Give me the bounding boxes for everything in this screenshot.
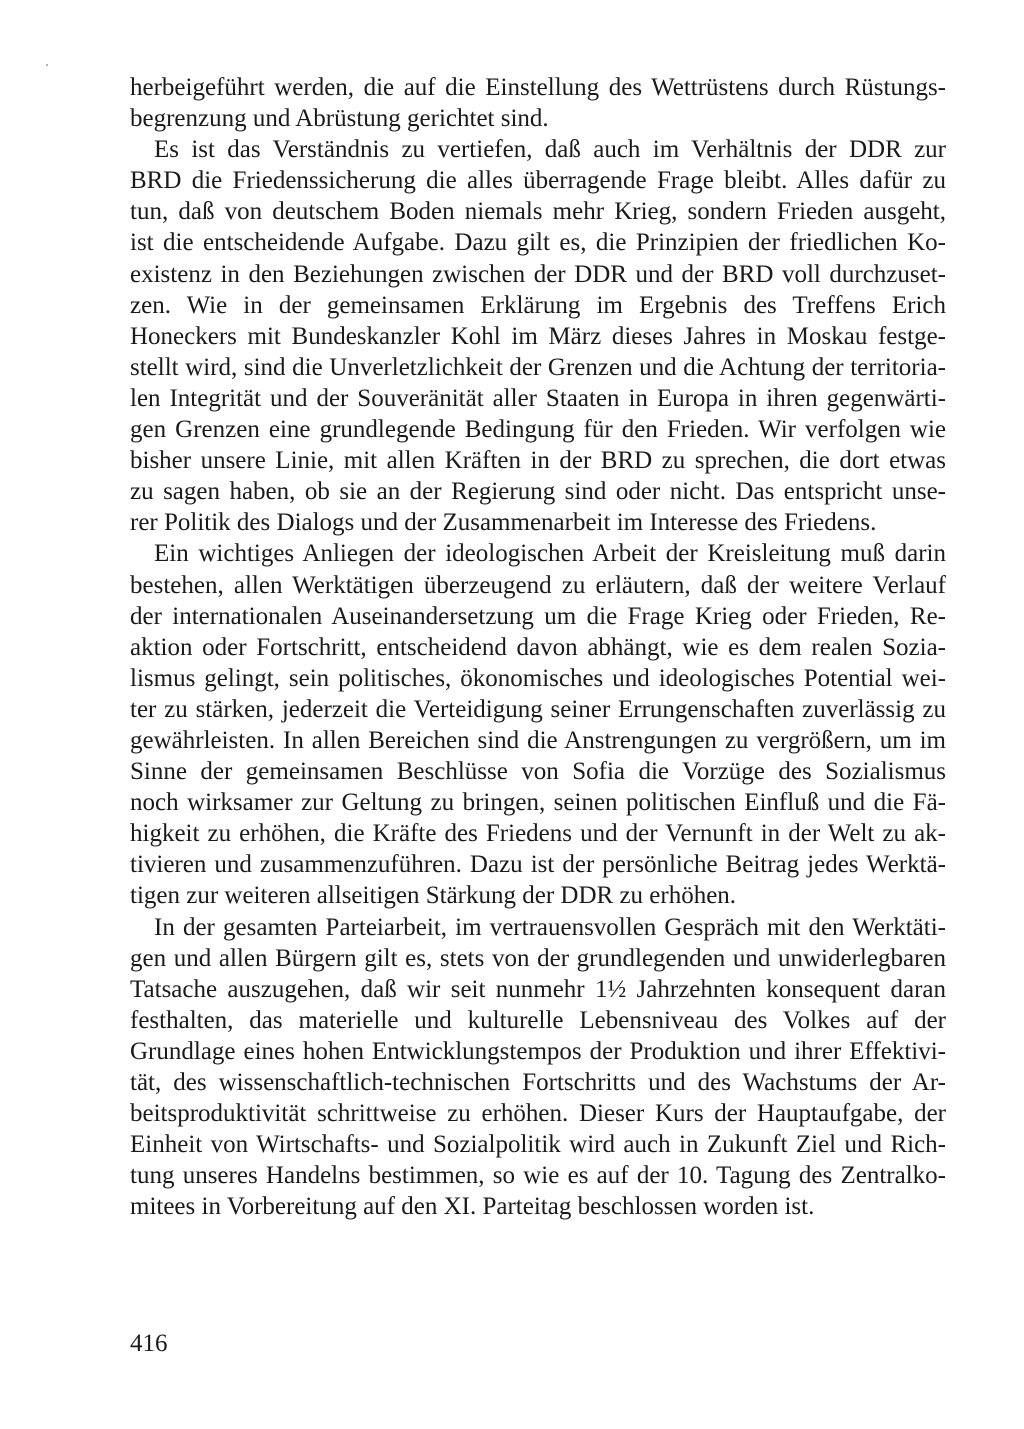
text-line: len Integrität und der Souveränität aller Staaten in Europa in ihren gegenwärti- (130, 384, 946, 412)
text-line: aktion oder Fortschritt, entscheidend davon abhängt, wie es dem realen Sozia- (130, 633, 946, 661)
text-line: lismus gelingt, sein politisches, ökonomisches und ideologisches Potential wei- (130, 664, 946, 692)
text-line: In der gesamten Parteiarbeit, im vertrauensvollen Gespräch mit den Werktäti- (154, 913, 946, 941)
text-line: tigen zur weiteren allseitigen Stärkung der DDR zu erhöhen. (130, 882, 737, 910)
paragraph (130, 134, 946, 538)
text-line: beitsproduktivität schrittweise zu erhöhen. Dieser Kurs der Hauptaufgabe, der (130, 1100, 946, 1128)
text-line: gewährleisten. In allen Bereichen sind die Anstrengungen zu vergrößern, um im (130, 726, 946, 754)
text-line: herbeigeführt werden, die auf die Einstellung des Wettrüstens durch Rüstungs- (130, 74, 946, 101)
text-line: BRD die Friedenssicherung die alles überragende Frage bleibt. Alles dafür zu (130, 167, 946, 195)
text-line: rer Politik des Dialogs und der Zusammenarbeit im Interesse des Friedens. (130, 509, 877, 537)
text-line: Honeckers mit Bundeskanzler Kohl im März dieses Jahres in Moskau festge- (130, 322, 946, 350)
text-line: Ein wichtiges Anliegen der ideologischen Arbeit der Kreisleitung muß darin (154, 540, 946, 568)
text-line: tivieren und zusammenzuführen. Dazu ist der persönliche Beitrag jedes Werktä- (130, 851, 946, 879)
text-line: gen Grenzen eine grundlegende Bedingung für den Frieden. Wir verfolgen wie (130, 416, 946, 444)
text-line: tun, daß von deutschem Boden niemals mehr Krieg, sondern Frieden ausgeht, (130, 198, 946, 226)
text-line: der internationalen Auseinandersetzung um die Frage Krieg oder Frieden, Re- (130, 602, 946, 630)
text-line: Sinne der gemeinsamen Beschlüsse von Sofia die Vorzüge des Sozialismus (130, 758, 946, 786)
paragraph (130, 538, 946, 911)
paragraph (130, 72, 946, 134)
text-line: Grundlage eines hohen Entwicklungstempos der Produktion und ihrer Effektivi- (130, 1037, 946, 1065)
text-line: stellt wird, sind die Unverletzlichkeit der Grenzen und die Achtung der territoria- (130, 353, 946, 381)
text-line: ist die entscheidende Aufgabe. Dazu gilt es, die Prinzipien der friedlichen Ko- (130, 229, 946, 257)
text-line: Einheit von Wirtschafts- und Sozialpolitik wird auch in Zukunft Ziel und Rich- (130, 1131, 946, 1159)
text-line: festhalten, das materielle und kulturelle Lebensniveau des Volkes auf der (130, 1006, 946, 1034)
page-number: 416 (130, 1330, 168, 1357)
text-line: tung unseres Handelns bestimmen, so wie es auf der 10. Tagung des Zentralko- (130, 1162, 946, 1190)
paragraph (130, 912, 946, 1223)
text-line: mitees in Vorbereitung auf den XI. Parteitag beschlossen worden ist. (130, 1193, 815, 1221)
text-line: zu sagen haben, ob sie an der Regierung sind oder nicht. Das entspricht unse- (130, 478, 946, 506)
text-line: noch wirksamer zur Geltung zu bringen, seinen politischen Einfluß und die Fä- (130, 789, 946, 817)
text-line: zen. Wie in der gemeinsamen Erklärung im Ergebnis des Treffens Erich (130, 291, 946, 319)
text-line: gen und allen Bürgern gilt es, stets von der grundlegenden und unwiderlegbaren (130, 944, 946, 972)
body-text (130, 72, 946, 1222)
text-line: Tatsache auszugehen, daß wir seit nunmehr 1½ Jahrzehnten konsequent daran (130, 975, 946, 1003)
text-line: bisher unsere Linie, mit allen Kräften in der BRD zu sprechen, die dort etwas (130, 447, 946, 475)
text-line: begrenzung und Abrüstung gerichtet sind. (130, 105, 549, 133)
text-line: existenz in den Beziehungen zwischen der DDR und der BRD voll durchzuset- (130, 260, 946, 288)
scan-speck (46, 64, 48, 66)
text-line: higkeit zu erhöhen, die Kräfte des Friedens und der Vernunft in der Welt zu ak- (130, 820, 946, 848)
text-line: ter zu stärken, jederzeit die Verteidigung seiner Errungenschaften zuverlässig zu (130, 695, 946, 723)
text-line: Es ist das Verständnis zu vertiefen, daß auch im Verhältnis der DDR zur (154, 136, 946, 164)
text-line: bestehen, allen Werktätigen überzeugend zu erläutern, daß der weitere Verlauf (130, 571, 946, 599)
text-line: tät, des wissenschaftlich-technischen Fortschritts und des Wachstums der Ar- (130, 1069, 946, 1096)
